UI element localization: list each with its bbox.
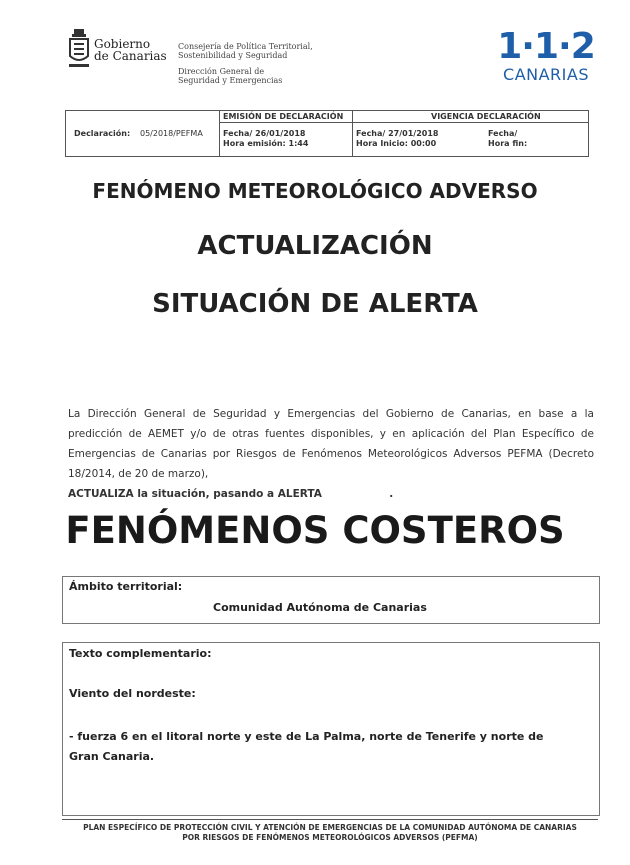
direccion-text [178, 67, 282, 85]
footer-line2: POR RIESGOS DE FENÓMENOS METEOROLÓGICOS ADVERSOS (PEFMA) [182, 833, 478, 842]
vigencia-header: VIGENCIA DECLARACIÓN [431, 112, 541, 121]
coat-of-arms-icon [67, 28, 91, 68]
intro-action: ACTUALIZA la situación, pasando a ALERTA [68, 488, 322, 500]
ambito-box [62, 576, 600, 624]
title-situacion: SITUACIÓN DE ALERTA [152, 289, 478, 319]
complementario-box [62, 642, 600, 816]
vigencia-fecha: Fecha/ 27/01/2018 [356, 129, 439, 138]
gobierno-line2: de Canarias [94, 49, 167, 63]
emision-hora: Hora emisión: 1:44 [223, 139, 309, 148]
emision-fecha: Fecha/ 26/01/2018 [223, 129, 306, 138]
vigencia-hora-fin: Hora fin: [488, 139, 528, 148]
logo-112-text: CANARIAS [503, 65, 589, 84]
vigencia-fecha-fin: Fecha/ [488, 129, 518, 138]
complementario-line2: - fuerza 6 en el litoral norte y este de La Palma, norte de Tenerife y norte de Gran Canaria. [69, 730, 544, 763]
logo-112-number: 1·1·2 [497, 26, 595, 67]
footer [62, 819, 598, 843]
gobierno-line1: Gobierno [94, 37, 151, 51]
direccion-line1: Dirección General de [178, 67, 265, 76]
ambito-value: Comunidad Autónoma de Canarias [213, 601, 427, 614]
vigencia-hora-inicio: Hora Inicio: 00:00 [356, 139, 437, 148]
declaration-value: 05/2018/PEFMA [140, 129, 203, 138]
complementario-label: Texto complementario: [69, 647, 212, 660]
declaration-table [65, 110, 589, 157]
direccion-line2: Seguridad y Emergencias [178, 76, 283, 85]
phenomenon-title: FENÓMENOS COSTEROS [65, 509, 565, 552]
title-actualizacion: ACTUALIZACIÓN [197, 231, 433, 261]
declaration-label: Declaración: [74, 129, 131, 138]
complementario-line1: Viento del nordeste: [69, 687, 196, 700]
footer-line1: PLAN ESPECÍFICO DE PROTECCIÓN CIVIL Y ATENCIÓN DE EMERGENCIAS DE LA COMUNIDAD AUTÓNOMA DE CANARIAS [83, 823, 577, 832]
emision-header: EMISIÓN DE DECLARACIÓN [223, 112, 344, 121]
intro-dot: . [389, 488, 394, 500]
intro-paragraph [68, 404, 594, 504]
title-fenomeno: FENÓMENO METEOROLÓGICO ADVERSO [92, 179, 538, 203]
consejeria-line1: Consejería de Política Territorial, [178, 42, 313, 51]
consejeria-line2: Sostenibilidad y Seguridad [178, 51, 288, 60]
consejeria-text [178, 42, 313, 60]
gobierno-canarias-logo [67, 28, 167, 72]
logo-112-canarias [496, 28, 596, 88]
ambito-label: Ámbito territorial: [69, 580, 183, 593]
intro-text: La Dirección General de Seguridad y Emergencias del Gobierno de Canarias, en base a la predicción de AEMET y/o de otras fuentes disponibles, y en aplicación del Plan Específico de Emergencias de Canarias por Riesgos de Fenómenos Meteorológicos Adversos PEFMA (Decreto 18/2014, de 20 de marzo), [68, 408, 594, 480]
